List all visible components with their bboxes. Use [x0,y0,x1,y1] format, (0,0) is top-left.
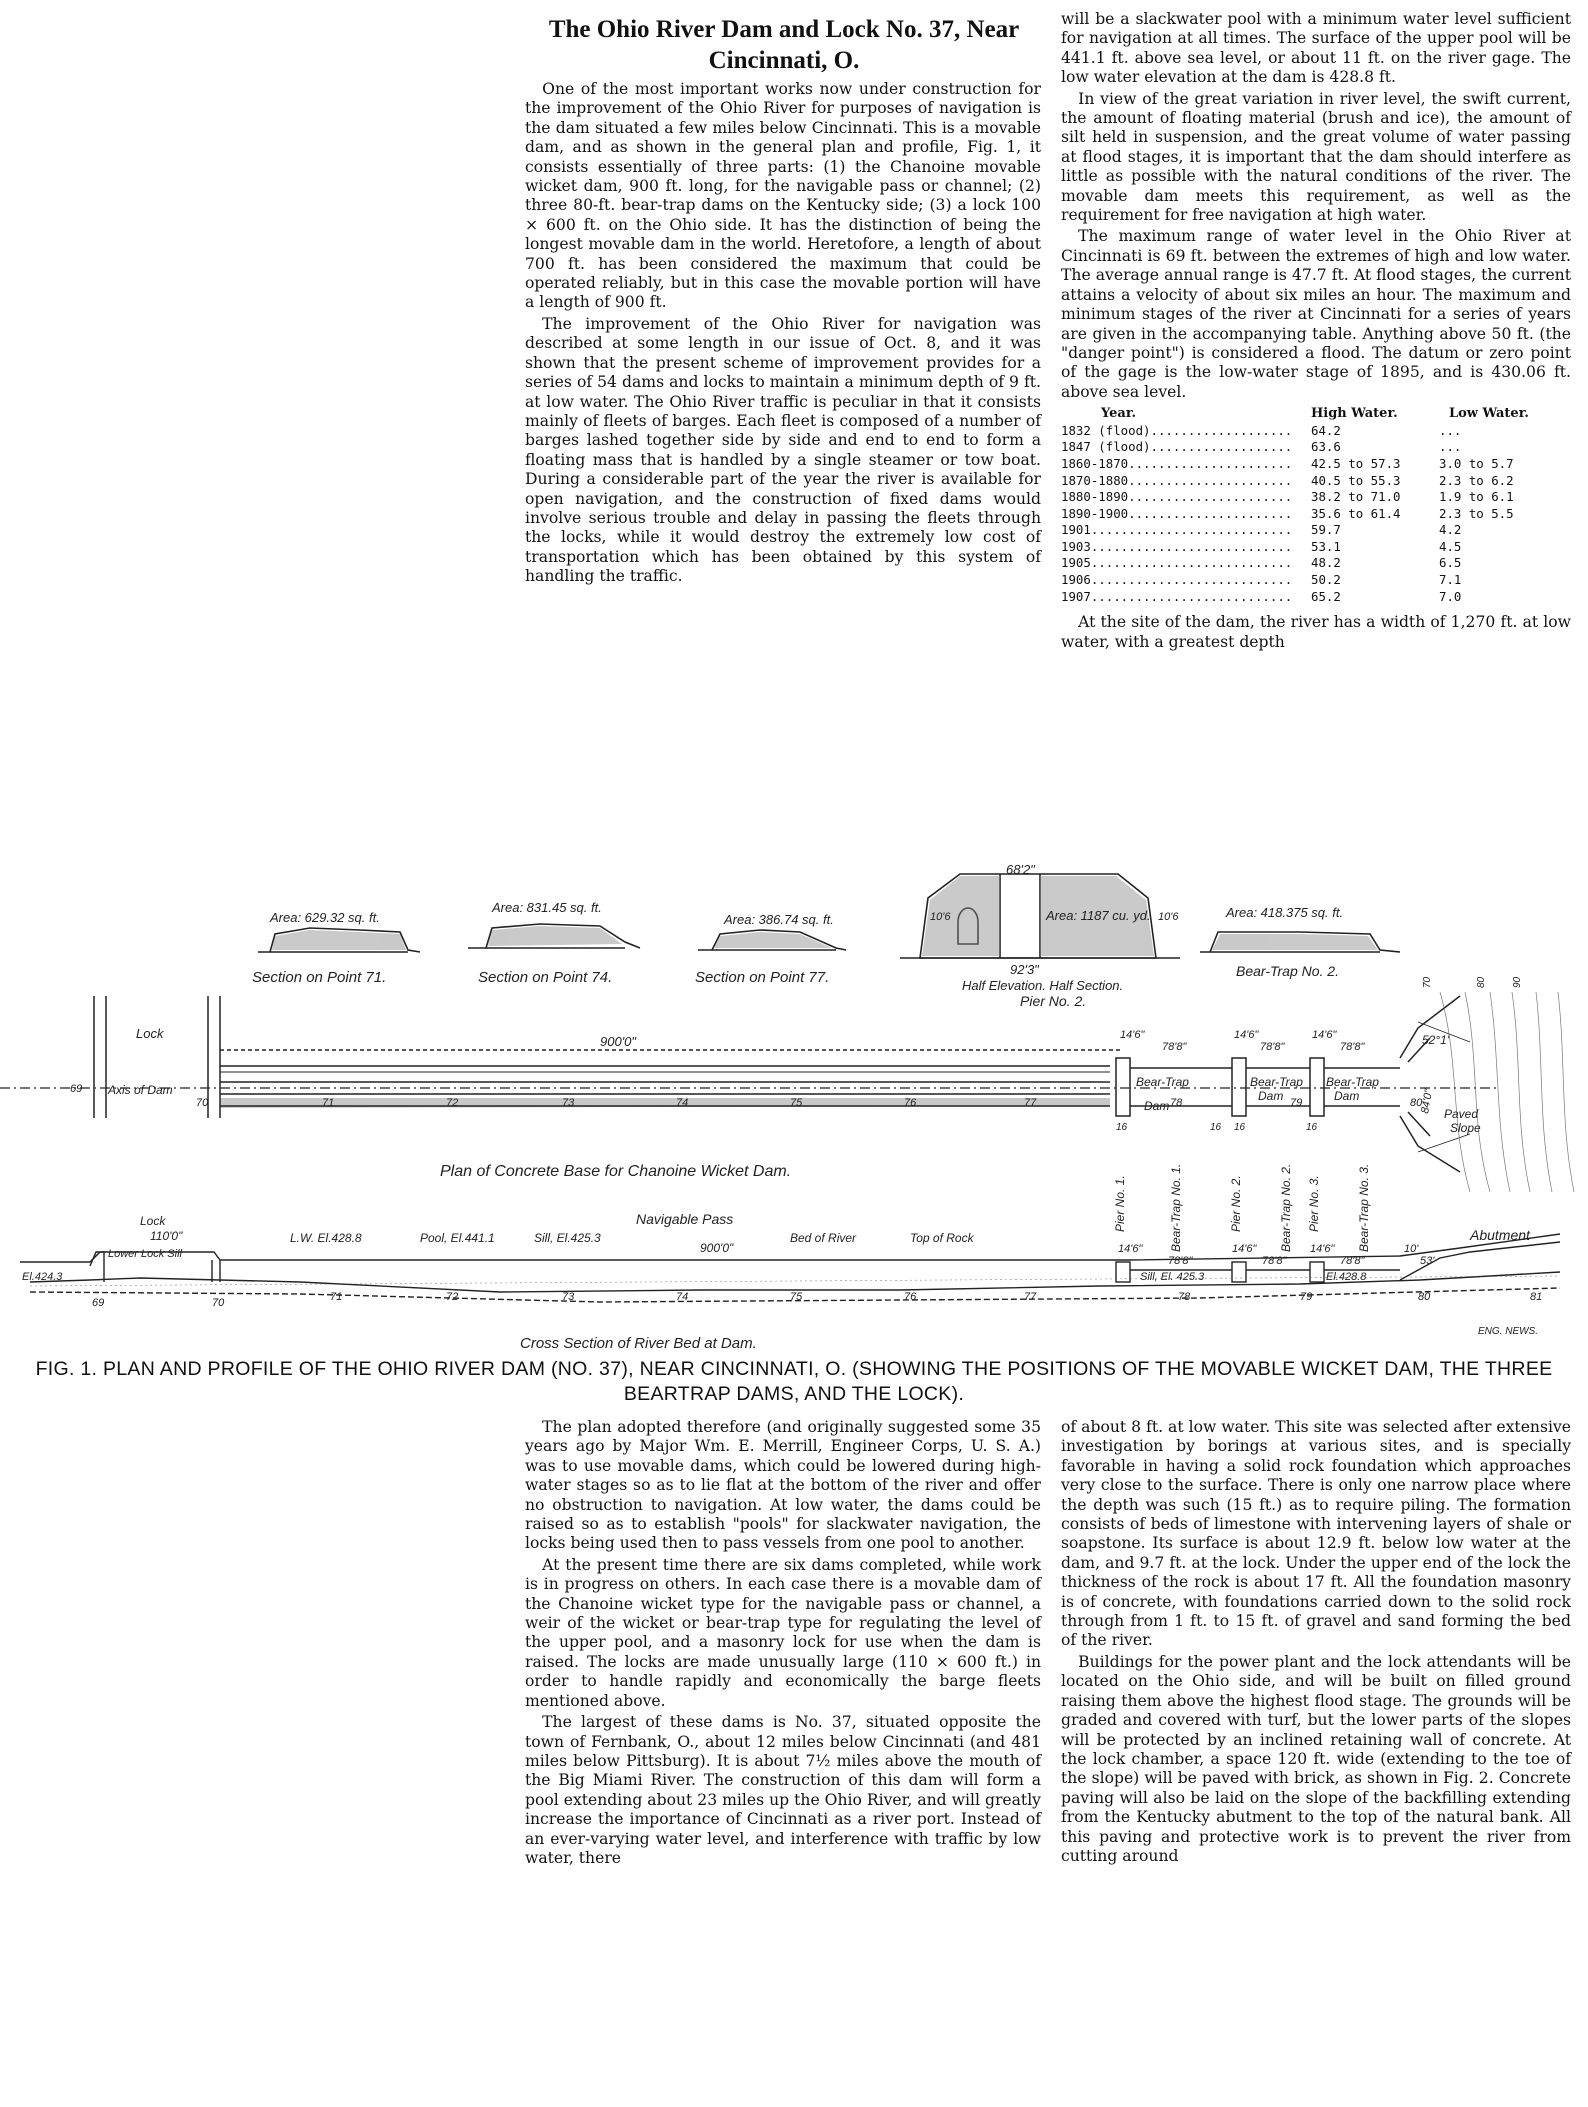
table-row [1061,456,1571,473]
table-cell-low: 4.5 [1439,538,1462,554]
bear-trap-section-label: Bear-Trap No. 2. [1236,963,1339,979]
vlabel-bear-trap-3: Bear-Trap No. 3. [1357,1163,1371,1252]
profile-el-right: El.428.8 [1326,1271,1367,1283]
profile-pier-width-1: 14'6" [1118,1243,1143,1255]
profile-station-label: 71 [330,1291,343,1303]
plan-bt-width-1: 78'8" [1162,1041,1187,1053]
profile-pier-width-2: 14'6" [1232,1243,1257,1255]
plan-pier-width-3: 14'6" [1312,1029,1337,1041]
table-cell-high: 59.7 [1311,522,1341,538]
vlabel-bear-trap-1: Bear-Trap No. 1. [1169,1163,1183,1252]
plan-station-label: 78 [1170,1097,1183,1109]
table-cell-low: 2.3 to 5.5 [1439,505,1514,521]
figure-caption: FIG. 1. PLAN AND PROFILE OF THE OHIO RIVER DAM (NO. 37), NEAR CINCINNATI, O. (SHOWING THE POSITIONS OF THE MOVABLE WICKET DAM, THE THREE BEARTRAP DAMS, AND THE LOCK). [35,1358,1553,1405]
profile-station-label: 70 [212,1297,225,1309]
table-cell-year: 1880-1890...................... [1061,489,1293,505]
bed-of-river-label: Bed of River [790,1231,857,1245]
plan-station-label: 79 [1290,1097,1303,1109]
profile-sill-el: Sill, El. 425.3 [1140,1271,1205,1283]
table-cell-year: 1847 (flood)................... [1061,439,1293,455]
bear-trap-1-plan-label: Bear-Trap [1136,1075,1189,1089]
pier-dim-top: 68'2" [1006,862,1035,877]
table-cell-year: 1906........................... [1061,572,1293,588]
paragraph: Buildings for the power plant and the lock attendants will be located on the Ohio side, and will be built on filled ground raising them above the highest flood stage. The grounds will be graded and covered with turf, but the lower parts of the slopes will be protected by an inclined retaining wall of concrete. At the lock chamber, a space 120 ft. wide (extending to the toe of the slope) will be paved with brick, as shown in Fig. 2. Concrete paving will also be laid on the slope of the backfilling extending from the Kentucky abutment to the top of the natural bank. All this paving and protective work is to prevent the river from cutting around [1061,1652,1571,1865]
pier-left-height: 10'6 [930,911,951,923]
pier-mark-2: 16 [1210,1122,1222,1133]
table-cell-year: 1903........................... [1061,538,1293,554]
section-77-area: Area: 386.74 sq. ft. [724,912,834,927]
table-cell-year: 1907........................... [1061,588,1293,604]
profile-station-label: 77 [1024,1291,1037,1303]
table-cell-year: 1832 (flood)................... [1061,422,1293,438]
navigable-pass-label: Navigable Pass [636,1211,734,1227]
column-2-bottom [1061,1418,1571,1866]
abutment-angle: 52°1' [1422,1033,1450,1047]
bear-trap-2-plan-dam: Dam [1258,1089,1284,1103]
top-of-rock-label: Top of Rock [910,1231,974,1245]
profile-station-label: 73 [562,1291,575,1303]
column-1-top [525,80,1041,587]
pier-2-plan [1232,1058,1246,1116]
table-cell-low: ... [1439,422,1462,438]
figure-1 [0,862,1588,1357]
profile-pass-length: 900'0" [700,1241,734,1255]
table-cell-low: 7.0 [1439,588,1462,604]
table-row [1061,473,1571,490]
section-71-label: Section on Point 71. [252,969,387,986]
paragraph: In view of the great variation in river level, the swift current, the amount of floating material (brush and ice), the amount of silt held in suspension, and the great volume of water passing at flood stages, it is important that the dam should interfere as little as possible with the natural conditions of the river. The movable dam meets this requirement, as well as the requirement for free navigation at high water. [1061,89,1571,225]
pier-section-label: Half Elevation. Half Section. [962,978,1124,993]
table-cell-year: 1901........................... [1061,522,1293,538]
profile-title: Cross Section of River Bed at Dam. [520,1335,757,1352]
table-cell-year: 1870-1880...................... [1061,472,1293,488]
pier-name: Pier No. 2. [1020,993,1087,1009]
table-cell-year: 1905........................... [1061,555,1293,571]
profile-lock-label: Lock [140,1214,166,1228]
paragraph: The plan adopted therefore (and originally suggested some 35 years ago by Major Wm. E. Merrill, Engineer Corps, U. S. A.) was to use movable dams, which could be lowered during high-water stages so as to lie flat at the bottom of the river and offer no obstruction to navigation. At low water, the dams could be raised so as to establish "pools" for slackwater navigation, the locks being used then to pass vessels from one pool to another. [525,1418,1041,1553]
table-row [1061,539,1571,556]
profile-station-label: 78 [1178,1291,1191,1303]
table-row [1061,423,1571,440]
paragraph: will be a slackwater pool with a minimum water level sufficient for navigation at all times. The surface of the upper pool will be 441.1 ft. above sea level, or about 11 ft. on the river gage. The low water elevation at the dam is 428.8 ft. [1061,10,1571,87]
vlabel-bear-trap-2: Bear-Trap No. 2. [1279,1163,1293,1252]
profile-station-label: 75 [790,1291,803,1303]
table-cell-high: 50.2 [1311,572,1341,588]
profile-lock-length: 110'0" [150,1229,183,1243]
table-row [1061,439,1571,456]
column-2-top [1061,10,1571,652]
table-header [1061,406,1571,423]
plan-station-label: 71 [322,1097,335,1109]
paragraph: The maximum range of water level in the Ohio River at Cincinnati is 69 ft. between the extremes of high and low water. The average annual range is 47.7 ft. At flood stages, the current attains a velocity of about six miles an hour. The maximum and minimum stages of the river at Cincinnati for a series of years are given in the accompanying table. Anything above 50 ft. (the "danger point") is considered a flood. The datum or zero point of the gage is the low-water stage of 1895, and is 430.06 ft. above sea level. [1061,227,1571,401]
plan-bt-width-2: 78'8" [1260,1041,1285,1053]
table-cell-year: 1890-1900...................... [1061,505,1293,521]
abutment-length: 84'0" [1419,1088,1436,1115]
table-row [1061,555,1571,572]
plan-station-label: 74 [676,1097,689,1109]
table-cell-low: 6.5 [1439,555,1462,571]
plan-pier-width-2: 14'6" [1234,1029,1259,1041]
paragraph: The largest of these dams is No. 37, situated opposite the town of Fernbank, O., about 12 miles below Cincinnati (and 481 miles below Pittsburg). It is about 7½ miles above the mouth of the Big Miami River. The construction of this dam will form a pool extending about 23 miles up the Ohio River, and will greatly increase the importance of Cincinnati as a river port. Instead of an ever-varying water level, and interference with traffic by low water, there [525,1713,1041,1867]
table-cell-low: 2.3 to 6.2 [1439,472,1514,488]
lower-elevation: El.424.3 [22,1271,63,1283]
pier-dim-bottom: 92'3" [1010,962,1039,977]
small-num-90: 90 [1512,976,1523,988]
plan-lock-label: Lock [136,1026,164,1041]
table-cell-high: 53.1 [1311,538,1341,554]
plan-bt-width-3: 78'8" [1340,1041,1365,1053]
pier-mark-1: 16 [1116,1122,1128,1133]
table-cell-high: 48.2 [1311,555,1341,571]
table-cell-high: 64.2 [1311,422,1341,438]
table-cell-low: ... [1439,439,1462,455]
table-cell-high: 42.5 to 57.3 [1311,455,1401,471]
table-cell-low: 4.2 [1439,522,1462,538]
axis-of-dam-label: Axis of Dam [108,1083,173,1097]
paragraph: of about 8 ft. at low water. This site was selected after extensive investigation by borings at various sites, and is specially favorable in having a solid rock foundation which approaches very close to the surface. There is only one narrow place where the depth was such (15 ft.) as to require piling. The formation consists of beds of limestone with intervening layers of shale or soapstone. Its surface is about 12.9 ft. below low water at the dam, and 9.7 ft. at the lock. Under the upper end of the lock the thickness of the rock is about 17 ft. All the foundation masonry is of concrete, with foundations carried down to the solid rock through from 1 ft. to 15 ft. of gravel and sand forming the bed of the river. [1061,1418,1571,1650]
abutment-profile-length: 53' [1420,1255,1435,1267]
bear-trap-area: Area: 418.375 sq. ft. [1226,905,1344,920]
table-header-low: Low Water. [1449,406,1529,422]
table-row [1061,522,1571,539]
lock-wall-inner [208,996,220,1118]
profile-bt-width-1: 78'8" [1168,1255,1193,1267]
sill-elevation: Sill, El.425.3 [534,1231,601,1245]
table-cell-high: 35.6 to 61.4 [1311,505,1401,521]
profile-station-label: 72 [446,1291,459,1303]
table-cell-low: 7.1 [1439,572,1462,588]
plan-pier-width-1: 14'6" [1120,1029,1145,1041]
table-header-high: High Water. [1311,406,1398,422]
table-cell-year: 1860-1870...................... [1061,455,1293,471]
figure-credit: ENG. NEWS. [1478,1326,1539,1337]
plan-pass-length: 900'0" [600,1034,637,1049]
table-cell-high: 65.2 [1311,588,1341,604]
profile-station-label: 74 [676,1291,689,1303]
profile-station-label: 76 [904,1291,917,1303]
lock-wall-outer [94,996,106,1118]
plan-station-label: 70 [196,1097,209,1109]
table-row [1061,489,1571,506]
plan-title: Plan of Concrete Base for Chanoine Wicket Dam. [440,1163,792,1180]
section-77-label: Section on Point 77. [695,969,830,986]
bear-trap-3-plan-dam: Dam [1334,1089,1360,1103]
paragraph: At the present time there are six dams completed, while work is in progress on others. In each case there is a movable dam of the Chanoine wicket type for the navigable pass or channel, a weir of the wicket or bear-trap type for regulating the level of the upper pool, and a masonry lock for use when the dam is raised. The locks are made unusually large (110 × 600 ft.) in order to handle rapidly and economically the barge fleets mentioned above. [525,1555,1041,1710]
section-74-area: Area: 831.45 sq. ft. [492,900,602,915]
bear-trap-2-plan-label: Bear-Trap [1250,1075,1303,1089]
vlabel-pier-2: Pier No. 2. [1229,1175,1243,1232]
water-level-table [1061,406,1571,605]
pier-1-plan [1116,1058,1130,1116]
slope-label: Slope [1450,1121,1481,1135]
profile-bt-width-2: 78'8" [1262,1255,1287,1267]
table-row [1061,506,1571,523]
profile-station-label: 81 [1530,1291,1543,1303]
plan-station-label: 76 [904,1097,917,1109]
paved-label: Paved [1444,1107,1479,1121]
section-71-area: Area: 629.32 sq. ft. [270,910,380,925]
plan-station-label: 69 [70,1083,83,1095]
article-title: The Ohio River Dam and Lock No. 37, Near Cincinnati, O. [548,16,1020,74]
lower-lock-sill-label: Lower Lock Sill [108,1248,182,1260]
plan-station-label: 80 [1410,1097,1423,1109]
table-cell-high: 63.6 [1311,439,1341,455]
section-74-label: Section on Point 74. [478,969,613,986]
profile-station-label: 69 [92,1297,105,1309]
bear-trap-3-plan-label: Bear-Trap [1326,1075,1379,1089]
paragraph: One of the most important works now under construction for the improvement of the Ohio River for purposes of navigation is the dam situated a few miles below Cincinnati. This is a movable dam, and as shown in the general plan and profile, Fig. 1, it consists essentially of three parts: (1) the Chanoine movable wicket dam, 900 ft. long, for the navigable pass or channel; (2) three 80-ft. bear-trap dams on the Kentucky side; (3) a lock 100 × 600 ft. on the Ohio side. It has the distinction of being the longest movable dam in the world. Heretofore, a length of about 700 ft. has been considered the maximum that could be operated reliably, but in this case the movable portion will have a length of 900 ft. [525,80,1041,312]
table-row [1061,589,1571,606]
plan-station-label: 77 [1024,1097,1037,1109]
plan-station-label: 72 [446,1097,459,1109]
column-1-bottom [525,1418,1041,1868]
paragraph: At the site of the dam, the river has a width of 1,270 ft. at low water, with a greatest depth [1061,613,1571,651]
table-cell-low: 1.9 to 6.1 [1439,489,1514,505]
plan-station-label: 73 [562,1097,575,1109]
table-cell-low: 3.0 to 5.7 [1439,455,1514,471]
plan-station-label: 75 [790,1097,803,1109]
paragraph: The improvement of the Ohio River for navigation was described at some length in our issue of Oct. 8, and it was shown that the present scheme of improvement provides for a series of 54 dams and locks to maintain a minimum depth of 9 ft. at low water. The Ohio River traffic is peculiar in that it consists mainly of fleets of barges. Each fleet is composed of a number of barges lashed together side by side and end to end to form a floating mass that is handled by a single steamer or tow boat. During a considerable part of the year the river is available for open navigation, and the construction of fixed dams would involve serious trouble and delay in passing the fleets through the locks, while it would destroy the extremely low cost of transportation which has been obtained by this system of handling the traffic. [525,314,1041,586]
pier-mark-4: 16 [1306,1122,1318,1133]
pier-3-plan [1310,1058,1324,1116]
profile-station-label: 79 [1300,1291,1313,1303]
concrete-base-top [220,1066,1110,1082]
small-num-80: 80 [1476,976,1487,988]
pier-right-height: 10'6 [1158,911,1179,923]
profile-station-label: 80 [1418,1291,1431,1303]
table-cell-high: 40.5 to 55.3 [1311,472,1401,488]
profile-pier-width-3: 14'6" [1310,1243,1335,1255]
table-header-year: Year. [1101,406,1137,422]
low-water-elevation: L.W. El.428.8 [290,1231,362,1245]
abutment-label: Abutment [1470,1227,1530,1243]
profile-bt-width-3: 78'8" [1340,1255,1365,1267]
abutment-plan [1400,996,1460,1172]
dam-plan-profile-drawing [0,862,1588,1357]
table-cell-high: 38.2 to 71.0 [1311,489,1401,505]
small-num-70: 70 [1422,976,1433,988]
bear-trap-1-plan-dam: Dam [1144,1099,1170,1113]
pier-mark-3: 16 [1234,1122,1246,1133]
pool-elevation: Pool, El.441.1 [420,1231,495,1245]
pier-area: Area: 1187 cu. yd. [1046,908,1151,923]
vlabel-pier-1: Pier No. 1. [1113,1175,1127,1232]
abutment-width: 10' [1404,1243,1419,1255]
table-row [1061,572,1571,589]
vlabel-pier-3: Pier No. 3. [1307,1175,1321,1232]
